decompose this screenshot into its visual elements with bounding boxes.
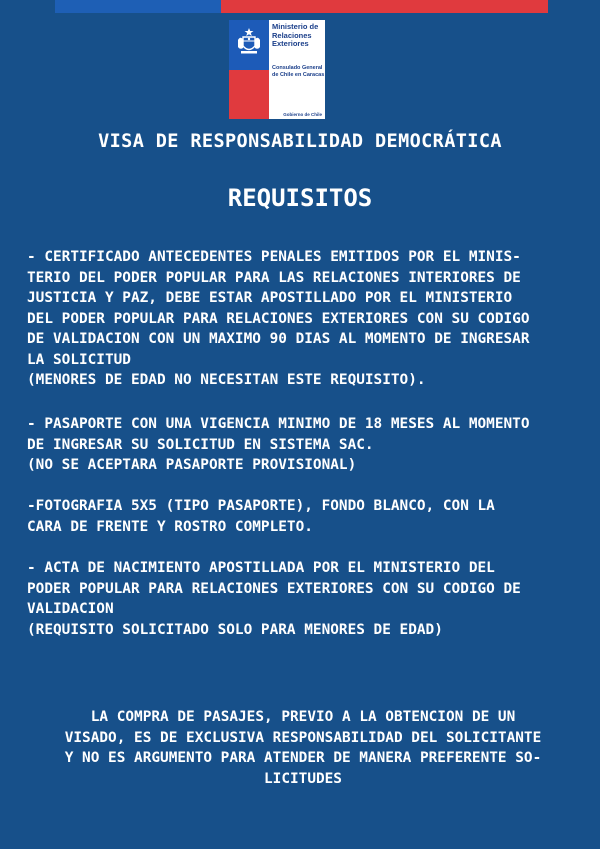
requirement-item bbox=[27, 414, 587, 476]
requirement-line: (NO SE ACEPTARA PASAPORTE PROVISIONAL) bbox=[27, 457, 357, 473]
requirement-line: -FOTOGRAFIA 5X5 (TIPO PASAPORTE), FONDO BLANCO, CON LA bbox=[27, 498, 495, 514]
notice-paragraph bbox=[25, 707, 581, 789]
section-subtitle: REQUISITOS bbox=[227, 184, 373, 212]
requirement-line: DE INGRESAR SU SOLICITUD EN SISTEMA SAC. bbox=[27, 436, 374, 453]
requirement-item bbox=[27, 558, 587, 640]
logo-government-text: Gobierno de Chile bbox=[283, 112, 322, 117]
requirement-line: (MENORES DE EDAD NO NECESITAN ESTE REQUISITO). bbox=[27, 372, 426, 388]
coat-of-arms-icon bbox=[235, 26, 263, 56]
logo-ministry-line: Ministerio de bbox=[272, 22, 319, 31]
notice-line: Y NO ES ARGUMENTO PARA ATENDER DE MANERA PREFERENTE SO- bbox=[64, 750, 542, 766]
ministry-logo bbox=[229, 20, 325, 119]
requirement-line: VALIDACION bbox=[27, 601, 114, 617]
requirement-line: - ACTA DE NACIMIENTO APOSTILLADA POR EL MINISTERIO DEL bbox=[27, 560, 495, 576]
requirement-line: (REQUISITO SOLICITADO SOLO PARA MENORES DE EDAD) bbox=[27, 621, 443, 638]
logo-red-strip bbox=[229, 70, 269, 119]
logo-blue-panel bbox=[229, 20, 269, 119]
requirement-line: - CERTIFICADO ANTECEDENTES PENALES EMITIDOS POR EL MINIS- bbox=[27, 249, 521, 265]
page-title: VISA DE RESPONSABILIDAD DEMOCRÁTICA bbox=[98, 131, 502, 152]
requirement-line: JUSTICIA Y PAZ, DEBE ESTAR APOSTILLADO POR EL MINISTERIO bbox=[27, 290, 513, 306]
notice-line: LICITUDES bbox=[264, 770, 342, 787]
logo-consulate-text bbox=[272, 65, 324, 78]
logo-ministry-line: Exteriores bbox=[272, 39, 309, 48]
logo-white-panel bbox=[269, 20, 325, 119]
top-stripe-blue bbox=[55, 0, 221, 13]
requirement-line: - PASAPORTE CON UNA VIGENCIA MINIMO DE 18 MESES AL MOMENTO bbox=[27, 416, 530, 432]
requirement-line: DEL PODER POPULAR PARA RELACIONES EXTERIORES CON SU CODIGO bbox=[27, 310, 530, 327]
requirement-line: LA SOLICITUD bbox=[27, 351, 131, 368]
logo-consulate-line: Consulado General bbox=[272, 65, 323, 71]
requirement-item bbox=[27, 247, 587, 391]
requirement-line: PODER POPULAR PARA RELACIONES EXTERIORES CON SU CODIGO DE bbox=[27, 580, 521, 597]
top-flag-stripe bbox=[55, 0, 548, 13]
top-stripe-red bbox=[221, 0, 548, 13]
requirement-line: CARA DE FRENTE Y ROSTRO COMPLETO. bbox=[27, 518, 313, 535]
logo-ministry-line: Relaciones bbox=[272, 30, 312, 40]
notice-line: LA COMPRA DE PASAJES, PREVIO A LA OBTENCION DE UN bbox=[90, 709, 516, 725]
requirement-line: DE VALIDACION CON UN MAXIMO 90 DIAS AL MOMENTO DE INGRESAR bbox=[27, 331, 530, 347]
requirement-line: TERIO DEL PODER POPULAR PARA LAS RELACIONES INTERIORES DE bbox=[27, 269, 521, 286]
logo-ministry-text bbox=[272, 23, 318, 49]
notice-line: VISADO, ES DE EXCLUSIVA RESPONSABILIDAD DEL SOLICITANTE bbox=[64, 729, 542, 746]
requirement-item bbox=[27, 496, 587, 537]
logo-consulate-line: de Chile en Caracas bbox=[272, 71, 325, 78]
